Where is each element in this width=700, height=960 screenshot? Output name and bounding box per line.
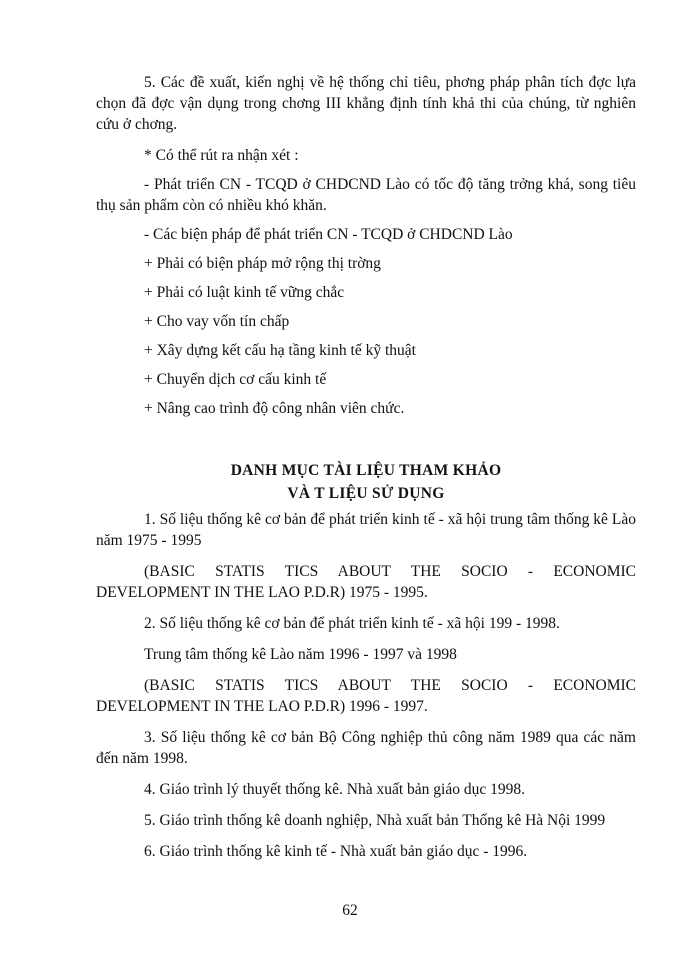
measure-item: + Cho vay vốn tín chấp <box>144 313 290 330</box>
measure-item: + Phải có biện pháp mở rộng thị trờng <box>144 255 381 272</box>
conclusion-point-5: 5. Các đề xuất, kiến nghị về hệ thống chỉ tiêu, phơng pháp phân tích đợc lựa chọn đã đợc vận dụng trong chơng III khẳng định tính khả thi của chúng, từ nghiên cứu ở chơng. <box>96 74 636 133</box>
reference-2: 2. Số liệu thống kê cơ bản để phát triển kinh tế - xã hội 199 - 1998. <box>144 615 560 632</box>
reference-1-english-line2: DEVELOPMENT IN THE LAO P.D.R) 1975 - 1995. <box>96 584 428 601</box>
reference-6: 6. Giáo trình thống kê kinh tế - Nhà xuất bản giáo dục - 1996. <box>144 843 528 860</box>
references-heading <box>96 459 636 505</box>
remark-intro: * Có thể rút ra nhận xét : <box>144 147 299 164</box>
references-title-line1: DANH MỤC TÀI LIỆU THAM KHẢO <box>230 462 502 479</box>
reference-2-english-line1: (BASIC STATIS TICS ABOUT THE SOCIO - ECONOMIC <box>144 677 636 694</box>
reference-2-english-line2: DEVELOPMENT IN THE LAO P.D.R) 1996 - 1997. <box>96 698 428 715</box>
page-number: 62 <box>342 902 358 919</box>
measure-item: + Chuyển dịch cơ cấu kinh tế <box>144 371 327 388</box>
measure-item: + Phải có luật kinh tế vững chắc <box>144 284 345 301</box>
measure-item: + Xây dựng kết cấu hạ tầng kinh tế kỹ thuật <box>144 342 416 359</box>
reference-1: 1. Số liệu thống kê cơ bản để phát triển kinh tế - xã hội trung tâm thống kê Lào năm 1975 - 1995 <box>96 511 636 549</box>
remark-growth: - Phát triển CN - TCQD ở CHDCND Lào có tốc độ tăng trởng khá, song tiêu thụ sản phẩm còn có nhiều khó khăn. <box>96 176 636 214</box>
references-title-line2: VÀ T LIỆU SỬ DỤNG <box>287 485 445 502</box>
reference-5: 5. Giáo trình thống kê doanh nghiệp, Nhà xuất bản Thống kê Hà Nội 1999 <box>144 812 606 829</box>
reference-1-english-line1: (BASIC STATIS TICS ABOUT THE SOCIO - ECONOMIC <box>144 563 636 580</box>
document-page <box>96 72 636 872</box>
reference-4: 4. Giáo trình lý thuyết thống kê. Nhà xuất bản giáo dục 1998. <box>144 781 525 798</box>
reference-3: 3. Số liệu thống kê cơ bản Bộ Công nghiệp thủ công năm 1989 qua các năm đến năm 1998. <box>96 729 636 767</box>
reference-2-english <box>96 675 636 717</box>
remark-measures: - Các biện pháp để phát triển CN - TCQD ở CHDCND Lào <box>144 226 513 243</box>
reference-2-source: Trung tâm thống kê Lào năm 1996 - 1997 và 1998 <box>144 646 457 663</box>
reference-1-english <box>96 561 636 603</box>
measure-item: + Nâng cao trình độ công nhân viên chức. <box>144 400 405 417</box>
